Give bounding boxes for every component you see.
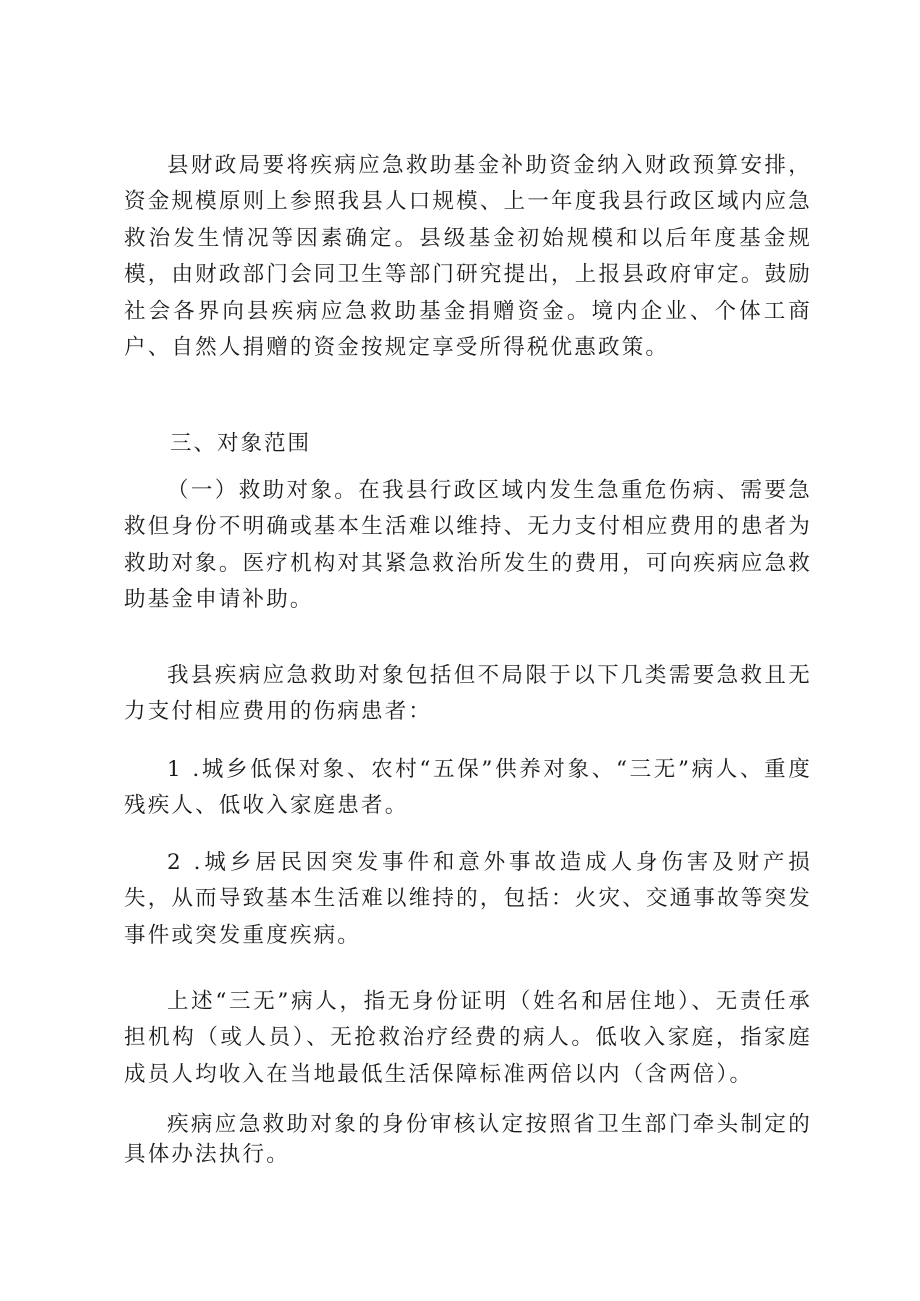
paragraph-target-categories: 我县疾病应急救助对象包括但不局限于以下几类需要急救且无力支付相应费用的伤病患者： bbox=[124, 663, 812, 725]
section-heading-scope: 三、对象范围 bbox=[170, 431, 312, 456]
list-item-1: 1 .城乡低保对象、农村“五保”供养对象、“三无”病人、重度残疾人、低收入家庭患者。 bbox=[124, 757, 812, 819]
paragraph-three-no-definition: 上述“三无”病人，指无身份证明（姓名和居住地）、无责任承担机构（或人员）、无抢救治疗经费的病人。低收入家庭，指家庭成员人均收入在当地最低生活保障标准两倍以内（含两倍）。 bbox=[124, 989, 812, 1087]
paragraph-identity-verification: 疾病应急救助对象的身份审核认定按照省卫生部门牵头制定的具体办法执行。 bbox=[124, 1112, 812, 1167]
list-item-2: 2 .城乡居民因突发事件和意外事故造成人身伤害及财产损失，从而导致基本生活难以维持的，包括：火灾、交通事故等突发事件或突发重度疾病。 bbox=[124, 850, 812, 948]
paragraph-rescue-target: （一）救助对象。在我县行政区域内发生急重危伤病、需要急救但身份不明确或基本生活难以维持、无力支付相应费用的患者为救助对象。医疗机构对其紧急救治所发生的费用，可向疾病应急救助基金申请补助。 bbox=[124, 478, 812, 613]
paragraph-fund-budget: 县财政局要将疾病应急救助基金补助资金纳入财政预算安排，资金规模原则上参照我县人口规模、上一年度我县行政区域内应急救治发生情况等因素确定。县级基金初始规模和以后年度基金规模，由财政部门会同卫生等部门研究提出，上报县政府审定。鼓励社会各界向县疾病应急救助基金捐赠资金。境内企业、个体工商户、自然人捐赠的资金按规定享受所得税优惠政策。 bbox=[124, 153, 812, 361]
